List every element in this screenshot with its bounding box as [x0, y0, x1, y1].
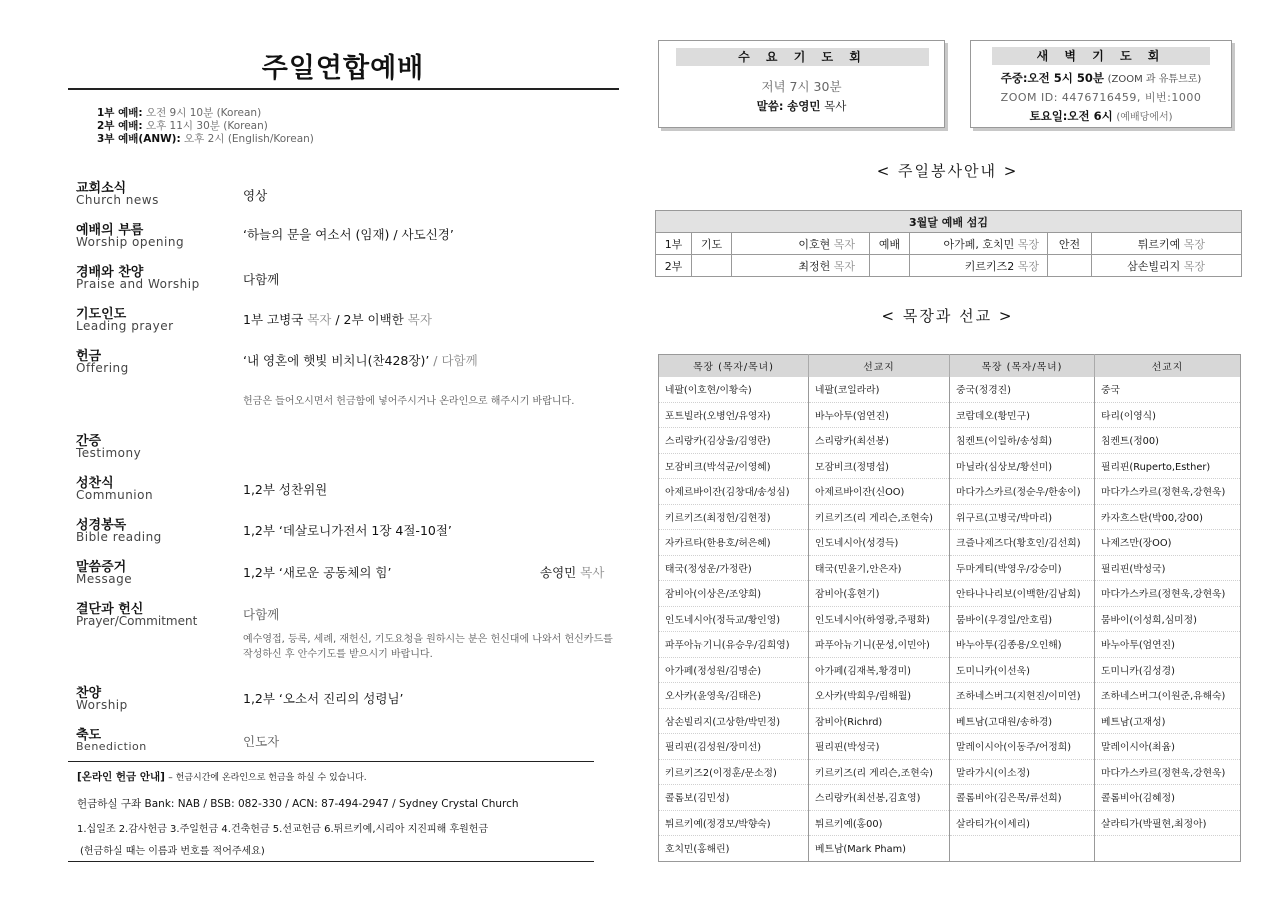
item-title-ko: 말씀증거 [76, 560, 127, 575]
role-cell: 안전 [1048, 233, 1092, 255]
item-title-en: Church news [76, 193, 159, 207]
table-row [659, 785, 1241, 811]
role-cell [870, 255, 910, 277]
item-title-ko: 성경봉독 [76, 518, 127, 533]
service-time: 오후 2시 (English/Korean) [184, 133, 314, 145]
cell-mission-field: 인도네시아(하영광,주평화) [809, 606, 950, 632]
service-label: 1부 예배: [97, 107, 143, 119]
cell-group: 마다가스카르(정순우/한송이) [950, 479, 1095, 505]
group-name: 아가페, 호치민 [943, 237, 1015, 251]
person-title: 목자 [833, 237, 855, 251]
item-title-en: Message [76, 572, 133, 586]
person-cell [732, 233, 870, 255]
group-cell [910, 233, 1048, 255]
cell-group: 안타나나리보(이백한/김남희) [950, 581, 1095, 607]
item-value: 1,2부 ‘새로운 공동체의 힘’ [243, 565, 392, 580]
cell-group: 바누아투(김종용/오인해) [950, 632, 1095, 658]
item-title-en: Leading prayer [76, 319, 174, 333]
cell-group: 네팔(이호현/이황숙) [659, 377, 809, 403]
person-name: 최정헌 [798, 259, 831, 273]
dawn-prayer-title: 새 벽 기 도 회 [992, 47, 1210, 65]
order-item-benediction [76, 724, 616, 764]
column-header: 목장 (목자/목녀) [659, 355, 809, 377]
cell-mission-field: 타리(이영식) [1095, 402, 1241, 428]
item-value: 영상 [243, 188, 268, 203]
table-row [659, 657, 1241, 683]
item-title-en: Prayer/Commitment [76, 614, 198, 628]
online-heading-note: – 헌금시간에 온라인으로 헌금을 하실 수 있습니다. [168, 773, 367, 783]
part-cell: 2부 [656, 255, 692, 277]
dawn-weekday [971, 70, 1231, 86]
item-value: 다함께 [243, 607, 280, 622]
cell-group: 마닐라(심상보/황선미) [950, 453, 1095, 479]
group-title: 목장 [1017, 259, 1039, 273]
prayer-leader-1: 1부 고병국 [243, 312, 304, 327]
table-row [659, 581, 1241, 607]
order-item-message [76, 556, 616, 596]
item-title-ko: 축도 [76, 728, 102, 743]
online-heading: [온라인 헌금 안내] [77, 771, 165, 783]
cell-mission-field: 마다가스카르(정현욱,강현욱) [1095, 581, 1241, 607]
table-row [659, 530, 1241, 556]
cell-group: 도미니카(이선욱) [950, 657, 1095, 683]
cell-mission-field: 잠비아(홍현기) [809, 581, 950, 607]
table-row [659, 555, 1241, 581]
cell-group: 오사카(윤영욱/김태은) [659, 683, 809, 709]
speaker-name: 송영민 [787, 99, 821, 113]
cell-group: 베트남(고대원/송하경) [950, 708, 1095, 734]
cell-mission-field: 말레이시아(최윰) [1095, 734, 1241, 760]
table-row [656, 211, 1242, 233]
column-header: 선교지 [809, 355, 950, 377]
table-row [659, 377, 1241, 403]
cell-group: 태국(정성운/가정란) [659, 555, 809, 581]
mission-section-title: < 목장과 선교 > [881, 307, 1014, 325]
cell-mission-field: 나제즈만(장OO) [1095, 530, 1241, 556]
table-row [659, 632, 1241, 658]
table-row [659, 810, 1241, 836]
item-title-ko: 예배의 부름 [76, 223, 144, 238]
prayer-leader-2: / 2부 이백한 [335, 312, 404, 327]
item-value [243, 310, 432, 328]
cell-mission-field: 아가페(김재복,황경미) [809, 657, 950, 683]
cell-group: 뭄바이(우경일/안호림) [950, 606, 1095, 632]
group-title: 목장 [1183, 237, 1205, 251]
service-section-title: < 주일봉사안내 > [876, 162, 1019, 180]
cell-mission-field: 뭄바이(이성희,심미정) [1095, 606, 1241, 632]
item-title-en: Bible reading [76, 530, 162, 544]
offering-note: 헌금은 들어오시면서 헌금함에 넣어주시거나 온라인으로 해주시기 바랍니다. [243, 396, 575, 407]
cell-mission-field: 아제르바이잔(신OO) [809, 479, 950, 505]
dawn-prayer-box [970, 40, 1232, 128]
order-item-communion [76, 472, 616, 512]
table-row [659, 759, 1241, 785]
cell-group: 코람데오(황민구) [950, 402, 1095, 428]
role-cell [1048, 255, 1092, 277]
item-title-ko: 교회소식 [76, 181, 127, 196]
cell-group: 파푸아뉴기니(유승우/김희영) [659, 632, 809, 658]
leader-title: 목자 [407, 312, 432, 327]
cell-group: 아제르바이잔(김창대/송성심) [659, 479, 809, 505]
group-title: 목장 [1017, 237, 1039, 251]
order-item-offering [76, 345, 616, 385]
wednesday-prayer-title: 수 요 기 도 회 [676, 48, 929, 66]
table-row [659, 708, 1241, 734]
cell-group: 포트빌라(오병언/유영자) [659, 402, 809, 428]
cell-mission-field [1095, 836, 1241, 862]
cell-group: 두마게티(박영우/강승미) [950, 555, 1095, 581]
bank-account: 헌금하실 구좌 Bank: NAB / BSB: 082-330 / ACN: 87-494-2947 / Sydney Crystal Church [77, 798, 519, 810]
cell-group: 키르키즈2(이정훈/문소정) [659, 759, 809, 785]
item-value: ‘하늘의 문을 여소서 (임재) / 사도신경’ [243, 227, 454, 242]
service-schedule-table [655, 210, 1242, 277]
speaker-title: 목사 [824, 99, 847, 113]
item-title-en: Praise and Worship [76, 277, 200, 291]
cell-mission-field: 필리핀(박성국) [809, 734, 950, 760]
table-row [659, 402, 1241, 428]
mission-table [658, 354, 1241, 862]
cell-mission-field: 카자흐스탄(박00,강00) [1095, 504, 1241, 530]
cell-group: 침켄트(이일하/송성희) [950, 428, 1095, 454]
cell-mission-field: 인도네시아(성경득) [809, 530, 950, 556]
cell-mission-field: 바누아투(엄연진) [1095, 632, 1241, 658]
service-label: 3부 예배(ANW): [97, 133, 181, 145]
role-cell: 예배 [870, 233, 910, 255]
cell-group: 필리핀(김성원/장미선) [659, 734, 809, 760]
item-title-en: Offering [76, 361, 129, 375]
table-row [659, 504, 1241, 530]
cell-mission-field: 태국(민윤기,안은자) [809, 555, 950, 581]
cell-group: 말레이시아(이동주/어정희) [950, 734, 1095, 760]
order-item-prayer [76, 303, 616, 343]
sermon-label: 말씀: [756, 99, 784, 113]
cell-mission-field: 잠비아(Richrd) [809, 708, 950, 734]
group-title: 목장 [1183, 259, 1205, 273]
group-cell [1092, 233, 1242, 255]
person-title: 목자 [833, 259, 855, 273]
order-item-worship-opening [76, 219, 616, 259]
table-row [659, 606, 1241, 632]
cell-group: 크즐나제즈다(황호인/김선희) [950, 530, 1095, 556]
cell-group: 중국(정경진) [950, 377, 1095, 403]
group-name: 키르키즈2 [964, 259, 1015, 273]
item-title-en: Communion [76, 488, 154, 502]
cell-mission-field: 콜롬비아(김혜정) [1095, 785, 1241, 811]
cell-group: 스리랑카(김상울/김영란) [659, 428, 809, 454]
cell-mission-field: 중국 [1095, 377, 1241, 403]
service-time: 오후 11시 30분 (Korean) [145, 120, 268, 132]
cell-mission-field: 마다가스카르(정현욱,강현욱) [1095, 479, 1241, 505]
order-item-worship-song [76, 682, 616, 722]
cell-mission-field: 베트남(Mark Pham) [809, 836, 950, 862]
person-cell [732, 255, 870, 277]
item-title-ko: 찬양 [76, 686, 102, 701]
weekday-note: (ZOOM 과 유튜브로) [1107, 74, 1202, 85]
cell-mission-field: 파푸아뉴기니(문성,이민아) [809, 632, 950, 658]
cell-group: 조하네스버그(지현진/이미연) [950, 683, 1095, 709]
cell-mission-field: 오사카(박희우/림해월) [809, 683, 950, 709]
cell-mission-field: 스리랑카(최선봉,김효영) [809, 785, 950, 811]
title-divider [68, 88, 619, 90]
commitment-note: 예수영접, 등록, 세례, 재헌신, 기도요청을 원하시는 분은 헌신대에 나와서 헌신카드를 작성하신 후 안수기도를 받으시기 바랍니다. [243, 634, 613, 660]
item-title-ko: 헌금 [76, 349, 102, 364]
table-row [659, 453, 1241, 479]
cell-group: 인도네시아(정득교/황인영) [659, 606, 809, 632]
saturday-time: 토요일:오전 6시 [1029, 109, 1113, 123]
service-time: 오전 9시 10분 (Korean) [145, 107, 262, 119]
cell-group: 모잠비크(박석균/이영혜) [659, 453, 809, 479]
offering-who: / 다함께 [433, 353, 478, 368]
cell-group: 자카르타(한용호/허은혜) [659, 530, 809, 556]
item-title-en: Benediction [76, 740, 147, 753]
saturday-note: (예배당에서) [1116, 112, 1173, 123]
cell-group: 말라가시(이소정) [950, 759, 1095, 785]
speaker-title: 목사 [580, 565, 605, 580]
cell-mission-field: 모잠비크(정명섭) [809, 453, 950, 479]
column-header: 선교지 [1095, 355, 1241, 377]
column-header: 목장 (목자/목녀) [950, 355, 1095, 377]
order-item-testimony [76, 430, 616, 470]
table-row [659, 683, 1241, 709]
item-title-en: Worship [76, 698, 128, 712]
service-table-header: 3월달 예배 섬김 [656, 211, 1242, 233]
group-name: 삼손빌리지 [1127, 259, 1181, 273]
leader-title: 목자 [307, 312, 332, 327]
part-cell: 1부 [656, 233, 692, 255]
cell-mission-field: 키르키즈(리 게리슨,조현숙) [809, 759, 950, 785]
table-row [659, 836, 1241, 862]
item-title-ko: 경배와 찬양 [76, 265, 144, 280]
cell-mission-field: 바누아투(엄연진) [809, 402, 950, 428]
cell-mission-field: 필리핀(박성국) [1095, 555, 1241, 581]
item-title-ko: 결단과 헌신 [76, 602, 144, 617]
offering-instruction: (헌금하실 때는 이름과 번호를 적어주세요) [80, 846, 265, 857]
role-cell [692, 255, 732, 277]
cell-group: 아가페(정성원/김명순) [659, 657, 809, 683]
item-value: 다함께 [243, 272, 280, 287]
cell-mission-field: 침켄트(정00) [1095, 428, 1241, 454]
item-title-en: Testimony [76, 446, 142, 460]
wednesday-prayer-box [658, 40, 945, 128]
item-value: 인도자 [243, 734, 280, 749]
table-row [659, 479, 1241, 505]
cell-mission-field: 살라티가(박필현,최정아) [1095, 810, 1241, 836]
cell-group: 살라티가(이세리) [950, 810, 1095, 836]
cell-group: 키르키즈(최정헌/김현정) [659, 504, 809, 530]
cell-group: 튀르키예(정경모/박향숙) [659, 810, 809, 836]
zoom-info: ZOOM ID: 4476716459, 비번:1000 [1000, 91, 1202, 104]
table-row [656, 255, 1242, 277]
order-item-praise [76, 261, 616, 301]
table-row [659, 428, 1241, 454]
cell-mission-field: 조하네스버그(이원준,유해숙) [1095, 683, 1241, 709]
group-name: 튀르키예 [1137, 237, 1181, 251]
table-row [656, 233, 1242, 255]
cell-group: 콜롬비아(김은목/류선희) [950, 785, 1095, 811]
cell-mission-field: 마다가스카르(정현욱,강현욱) [1095, 759, 1241, 785]
cell-mission-field: 네팔(코일라라) [809, 377, 950, 403]
item-title-ko: 기도인도 [76, 307, 127, 322]
cell-group: 호치민(홍해린) [659, 836, 809, 862]
cell-mission-field: 키르키즈(리 게리슨,조현숙) [809, 504, 950, 530]
weekday-time: 주중:오전 5시 50분 [1000, 71, 1104, 85]
online-giving-heading [77, 769, 367, 784]
role-cell: 기도 [692, 233, 732, 255]
person-name: 이호현 [798, 237, 831, 251]
table-row [659, 734, 1241, 760]
item-value: 1,2부 성찬위원 [243, 482, 328, 497]
order-item-bible-reading [76, 514, 616, 554]
service-label: 2부 예배: [97, 120, 143, 132]
mission-table-body [659, 377, 1241, 862]
cell-mission-field: 필리핀(Ruperto,Esther) [1095, 453, 1241, 479]
dawn-saturday [971, 108, 1231, 124]
table-header-row [659, 355, 1241, 377]
cell-group: 삼손빌리지(고상한/박민정) [659, 708, 809, 734]
service-time-3 [97, 131, 314, 146]
cell-group [950, 836, 1095, 862]
cell-mission-field: 스리랑카(최선봉) [809, 428, 950, 454]
item-title-ko: 간증 [76, 434, 102, 449]
wednesday-time: 저녁 7시 30분 [761, 79, 842, 94]
message-speaker [540, 563, 604, 581]
item-value: 1,2부 ‘오소서 진리의 성령님’ [243, 691, 404, 706]
group-cell [1092, 255, 1242, 277]
item-value [243, 351, 478, 369]
cell-group: 위구르(고병국/박마리) [950, 504, 1095, 530]
item-title-ko: 성찬식 [76, 476, 114, 491]
offering-hymn: ‘내 영혼에 햇빛 비치니(찬428장)’ [243, 353, 430, 368]
order-item-church-news [76, 177, 616, 217]
cell-mission-field: 튀르키예(홍00) [809, 810, 950, 836]
item-value: 1,2부 ‘데살로니가전서 1장 4절-10절’ [243, 523, 452, 538]
cell-group: 잠비아(이상은/조양희) [659, 581, 809, 607]
speaker-name: 송영민 [540, 565, 577, 580]
cell-group: 콜롬보(김민성) [659, 785, 809, 811]
wednesday-sermon [659, 98, 944, 114]
page-title: 주일연합예배 [261, 53, 425, 84]
group-cell [910, 255, 1048, 277]
cell-mission-field: 도미니카(김성경) [1095, 657, 1241, 683]
offering-categories: 1.십일조 2.감사헌금 3.주일헌금 4.건축헌금 5.선교헌금 6.튀르키예,시리아 지진피해 후원헌금 [77, 824, 489, 835]
item-title-en: Worship opening [76, 235, 185, 249]
cell-mission-field: 베트남(고재성) [1095, 708, 1241, 734]
